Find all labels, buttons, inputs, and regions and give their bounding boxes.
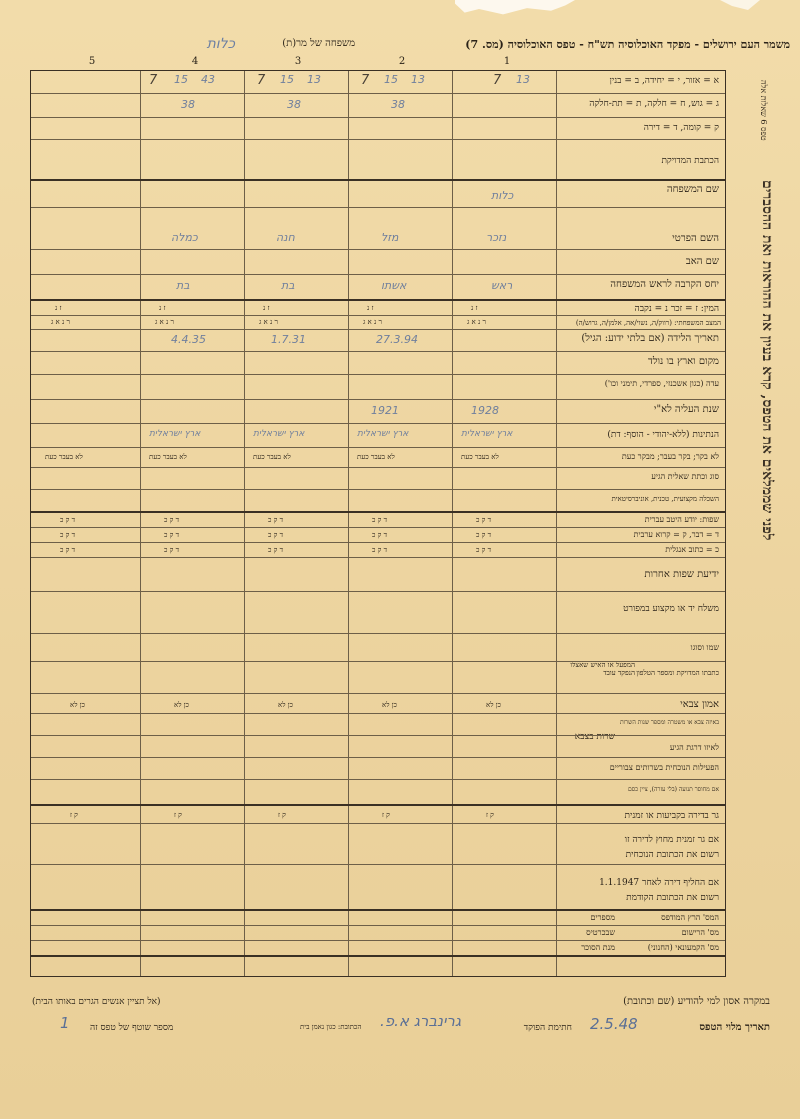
row-divider [31, 925, 725, 926]
signature-value: גרינברג א.פ. [380, 1012, 462, 1030]
row-divider [31, 940, 725, 941]
row-4-label: הכתבת המדויקת [661, 156, 719, 166]
school-options-col4[interactable]: לא בעבר כעת [149, 453, 187, 461]
row-34-label: המס' הרץ המודפס [661, 913, 719, 922]
row-divider [31, 351, 725, 352]
row-36-label: מס' הקמעונאי (החנוני) [647, 943, 719, 952]
row-8-label: יחס הקרבה לראש המשפחה [610, 279, 719, 290]
military-col2[interactable]: כן לא [382, 701, 397, 709]
col2-relation: אשתו [381, 279, 407, 292]
row-5-label: שם המשפחה [666, 184, 719, 195]
shared-number-wrap [60, 1014, 70, 1032]
col-num-5: 5 [88, 56, 96, 67]
row-divider [31, 399, 725, 400]
date-value: 2.5.48 [590, 1015, 638, 1033]
lang-english-col1[interactable]: ד ק כ [476, 546, 491, 554]
section-divider [31, 955, 725, 957]
col3-relation: בת [281, 279, 295, 292]
row-19-label: שפות: יודע היטב עברית [644, 515, 719, 524]
sex-options-col3[interactable]: ז נ [263, 304, 270, 312]
row-divider [31, 315, 725, 316]
section-divider [31, 299, 725, 301]
section-divider [31, 179, 725, 181]
col3-block: 38 [287, 98, 301, 111]
lang-hebrew-col4[interactable]: ד ק כ [164, 516, 179, 524]
sex-options-col4[interactable]: ז נ [159, 304, 166, 312]
lang-arabic-col1[interactable]: ד ק כ [476, 531, 491, 539]
column-numbers [40, 56, 560, 68]
row-divider [31, 864, 725, 865]
col-num-4: 4 [191, 56, 199, 67]
military-col5[interactable]: כן לא [70, 701, 85, 709]
row-divider [31, 447, 725, 448]
signature-wrap [380, 1012, 461, 1030]
col2-birthdate: 27.3.94 [376, 333, 418, 346]
residence-col2[interactable]: ק ז [382, 811, 390, 819]
col1-area: 13 [516, 73, 530, 86]
lang-hebrew-col3[interactable]: ד ק כ [268, 516, 283, 524]
col2-first-name: מזל [381, 231, 399, 244]
residence-col3[interactable]: ק ז [278, 811, 286, 819]
date-value-wrap [590, 1015, 638, 1033]
row-14-label: שנת העליה לא"י [653, 404, 719, 415]
col2-build: 7 [361, 73, 370, 88]
emergency-note: (אל תציין אנשים הגרים באותו הבית) [32, 997, 161, 1007]
row-23-label: משלח יד או מקצוע במפורט [623, 604, 719, 614]
row-divider [31, 467, 725, 468]
col2-citizenship: ארץ ישראלית [357, 429, 409, 439]
row-35-group-label: שבכרטיס [586, 928, 615, 937]
row-divider [31, 374, 725, 375]
row-15-label: הנתינות (ללא-יהודי - הוסף: דת) [607, 430, 719, 440]
shared-number-value: 1 [60, 1014, 70, 1032]
school-options-col1[interactable]: לא בעבר כעת [461, 453, 499, 461]
row-29-label: הפעילות הנוכחית בשרותים צבוריים [609, 763, 719, 772]
lang-english-col2[interactable]: ד ק כ [372, 546, 387, 554]
row-3-label: ק = קומה, ד = דירה [643, 123, 719, 133]
row-divider [31, 713, 725, 714]
lang-arabic-col5[interactable]: ד ק כ [60, 531, 75, 539]
row-33b-label: רשום את הכתובת הקודמת [626, 893, 719, 903]
residence-col4[interactable]: ק ז [174, 811, 182, 819]
paper-tear [455, 0, 575, 18]
row-24-group-label: המפעל או האיש שאצלו הנפקד עובד [570, 661, 635, 677]
military-col4[interactable]: כן לא [174, 701, 189, 709]
row-divider [31, 633, 725, 634]
school-options-col3[interactable]: לא בעבר כעת [253, 453, 291, 461]
row-16-label: לא בקר; בקר בעבר; מבקר כעת [621, 452, 719, 461]
row-11-label: תאריך הלידה (אם בלתי ידוע: הגיל) [581, 333, 719, 344]
col4-birthdate: 4.4.35 [171, 333, 206, 346]
row-divider [31, 423, 725, 424]
row-divider [31, 249, 725, 250]
family-name-handwritten: כלות [206, 36, 235, 52]
side-top-note: טפס 6 שאלות אלה [759, 80, 768, 141]
military-col1[interactable]: כן לא [486, 701, 501, 709]
row-divider [31, 757, 725, 758]
side-instructions-title: לפני שממלאים את הטפס, קרא בעיון את ההוראות ואת ההסברים [759, 180, 775, 541]
col4-citizenship: ארץ ישראלית [149, 429, 201, 439]
lang-arabic-col2[interactable]: ד ק כ [372, 531, 387, 539]
row-2-label: ג = גוש, ח = חלקה, ת = תת-חלקה [589, 99, 719, 109]
lang-hebrew-col5[interactable]: ד ק כ [60, 516, 75, 524]
col3-unit: 15 [280, 73, 294, 86]
col2-area: 13 [411, 73, 425, 86]
row-27-group-label: שרות בצבא [574, 732, 615, 742]
row-30-label: אם מחוסר תנועה (בלי עזרה), ציין כסם [627, 786, 719, 793]
col4-block: 38 [181, 98, 195, 111]
section-divider [31, 804, 725, 806]
sex-options-col5[interactable]: ז נ [55, 304, 62, 312]
col3-citizenship: ארץ ישראלית [253, 429, 305, 439]
section-divider [31, 909, 725, 911]
col-num-3: 3 [294, 56, 302, 67]
col3-area: 13 [307, 73, 321, 86]
lang-hebrew-col1[interactable]: ד ק כ [476, 516, 491, 524]
marital-options-col2[interactable]: ר נ א ג [363, 318, 382, 326]
lang-arabic-col3[interactable]: ד ק כ [268, 531, 283, 539]
row-26-label: אמון צבאי [680, 699, 719, 710]
side-instructions [725, 180, 773, 970]
row-20-label: ד = דבר, ק = קרוא ערבית [633, 530, 719, 539]
col4-unit: 15 [174, 73, 188, 86]
col2-unit: 15 [384, 73, 398, 86]
address-label: הכתובת: כגון נאמן בית [300, 1023, 362, 1031]
form-title: משמר העם ירושלים - מפקד האוכלוסיה תש"ח - טפס האוכלוסיה (מס. 7) [465, 38, 790, 51]
emergency-contact-label: במקרה אסון למי להודיע (שם וכתובת) [623, 996, 770, 1007]
row-28-label: לאיזו דרגת הגיע [669, 743, 719, 752]
row-divider [31, 661, 725, 662]
signature-label: חתימת הפוקד [523, 1023, 572, 1033]
marital-options-col5[interactable]: ר נ א ג [51, 318, 70, 326]
row-31-label: גר בדירה בקביעות או זמנית [624, 811, 719, 821]
shared-number-label: מספר שוטף של טפס זה [90, 1023, 174, 1033]
row-17-label: סוג וכתת שאלית הגיע [651, 472, 719, 481]
paper-tear-corner [720, 0, 760, 10]
lang-english-col3[interactable]: ד ק כ [268, 546, 283, 554]
row-12-label: מקום וארץ בו נולד [648, 356, 719, 367]
row-1-label: א = אזור, י = יחידה, ב = בנין [609, 76, 719, 86]
row-9-label: המין: ז = זכר נ = נקבה [634, 304, 719, 314]
section-divider [31, 511, 725, 513]
row-divider [31, 489, 725, 490]
col4-build: 7 [149, 73, 158, 88]
col1-aliyah-year: 1928 [471, 404, 499, 417]
row-24-label: שמו וסוגו [690, 643, 719, 652]
col3-build: 7 [257, 73, 266, 88]
row-divider [31, 557, 725, 558]
col2-block: 38 [391, 98, 405, 111]
marital-options-col1[interactable]: ר נ א ג [467, 318, 486, 326]
col2-aliyah-year: 1921 [371, 404, 399, 417]
col3-birthdate: 1.7.31 [271, 333, 306, 346]
row-22-label: ידיעת שפות אחרות [644, 569, 719, 580]
row-32a-label: אם גר זמנית מחוץ לדירה זו [624, 835, 719, 845]
col1-surname: כלות [491, 189, 514, 202]
row-25-label: כתבתו המדויקת ומספר הטלפון [636, 669, 719, 677]
col4-relation: בת [176, 279, 190, 292]
col-num-1: 1 [503, 56, 511, 67]
row-13-label: עדה (כגון אשכנזי, ספרדי, תימני וכו') [604, 379, 719, 388]
sex-options-col2[interactable]: ז נ [367, 304, 374, 312]
col1-relation: ראש [491, 279, 513, 292]
row-6-label: השם הפרטי [672, 233, 719, 244]
school-options-col2[interactable]: לא בעבר כעת [357, 453, 395, 461]
row-divider [31, 329, 725, 330]
lang-english-col5[interactable]: ד ק כ [60, 546, 75, 554]
row-divider [31, 207, 725, 208]
census-grid [30, 70, 726, 977]
marital-options-col3[interactable]: ר נ א ג [259, 318, 278, 326]
row-18-label: השכלה מקצועית, טכנית, אוניברסיטאית [611, 495, 719, 503]
row-27-label: באיזה צבא או משטרה ומספר שנות השרות [619, 719, 719, 726]
residence-col1[interactable]: ק ז [486, 811, 494, 819]
row-10-label: המצב המשפחתי: (רווק/ה, נשוי/אה, אלמן/ה, גרוש/ה) [575, 319, 721, 327]
school-options-col5[interactable]: לא בעבר כעת [45, 453, 83, 461]
row-divider [31, 779, 725, 780]
row-divider [31, 139, 725, 140]
military-col3[interactable]: כן לא [278, 701, 293, 709]
row-21-label: כ = כתוב אנגלית [665, 545, 719, 554]
lang-hebrew-col2[interactable]: ד ק כ [372, 516, 387, 524]
sex-options-col1[interactable]: ז נ [471, 304, 478, 312]
family-label: משפחה של מר(ת) [282, 38, 355, 49]
col-num-2: 2 [398, 56, 406, 67]
residence-col5[interactable]: ק ז [70, 811, 78, 819]
col4-area: 43 [201, 73, 215, 86]
row-divider [31, 823, 725, 824]
col1-citizenship: ארץ ישראלית [461, 429, 513, 439]
row-divider [31, 274, 725, 275]
row-divider [31, 93, 725, 94]
col1-unit: 7 [493, 73, 502, 88]
row-divider [31, 735, 725, 736]
row-34-group-label: מספרים [590, 913, 615, 922]
col4-first-name: כמלה [171, 231, 198, 244]
form-header [10, 38, 790, 56]
col3-first-name: חנה [276, 231, 295, 244]
lang-english-col4[interactable]: ד ק כ [164, 546, 179, 554]
row-divider [31, 117, 725, 118]
marital-options-col4[interactable]: ר נ א ג [155, 318, 174, 326]
row-35-label: מס' הרישום [681, 928, 719, 937]
row-divider [31, 591, 725, 592]
row-divider [31, 542, 725, 543]
row-32b-label: רשום את הכתובת הנוכחית [625, 850, 719, 860]
row-divider [31, 527, 725, 528]
row-7-label: שם האב [685, 256, 719, 267]
row-33a-label: אם החליף דירה לאחר 1.1.1947 [599, 878, 719, 888]
row-36-group-label: מנת הסוכר [581, 943, 615, 952]
lang-arabic-col4[interactable]: ד ק כ [164, 531, 179, 539]
date-label: תאריך מלוי הטפס [699, 1022, 770, 1033]
row-divider [31, 693, 725, 694]
col1-first-name: נזכר [486, 231, 507, 244]
